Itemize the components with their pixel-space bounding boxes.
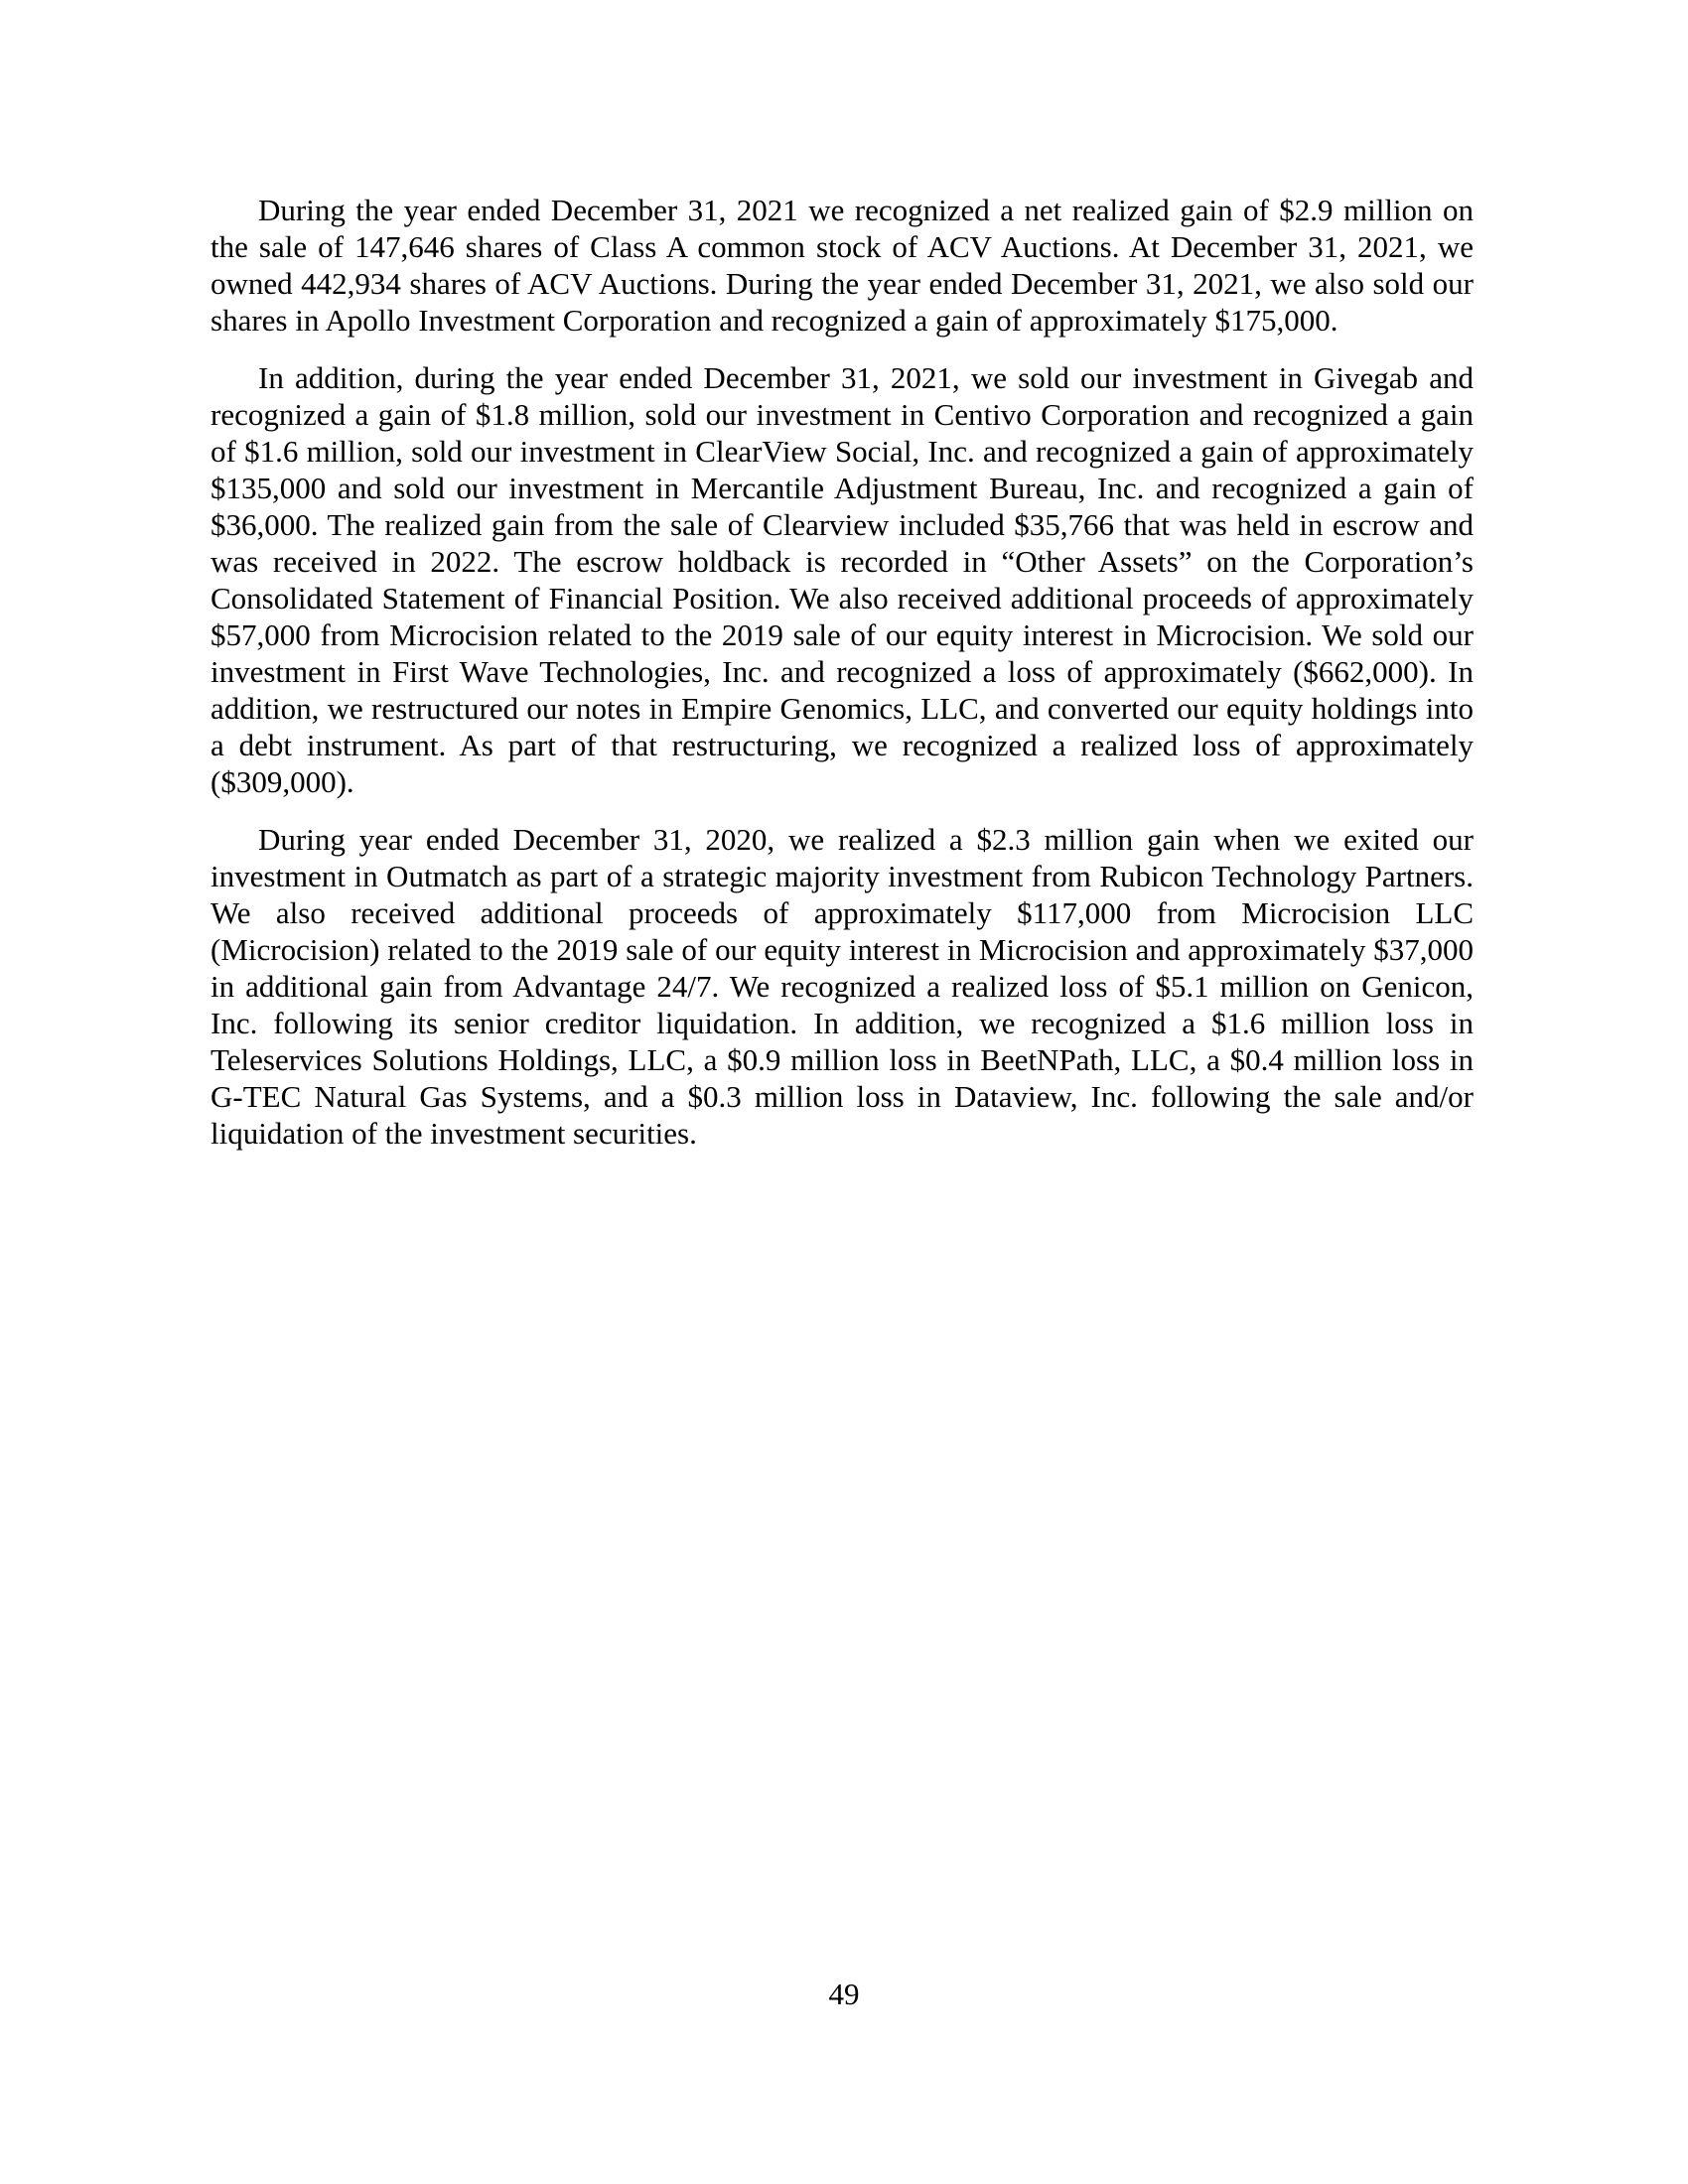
page-number: 49: [828, 1977, 860, 2011]
paragraph-realized-gains-2020: During year ended December 31, 2020, we realized a $2.3 million gain when we exited our investment in Outmatch as part of a strategic majority investment from Rubicon Technology Partners. We also received additional proceeds of approximately $117,000 from Microcision LLC (Microcision) related to the 2019 sale of our equity interest in Microcision and approximately $37,000 in additional gain from Advantage 24/7. We recognized a realized loss of $5.1 million on Genicon, Inc. following its senior creditor liquidation. In addition, we recognized a $1.6 million loss in Teleservices Solutions Holdings, LLC, a $0.9 million loss in BeetNPath, LLC, a $0.4 million loss in G-TEC Natural Gas Systems, and a $0.3 million loss in Dataview, Inc. following the sale and/or liquidation of the investment securities.: [211, 822, 1474, 1151]
paragraph-realized-gains-2021: During the year ended December 31, 2021 we recognized a net realized gain of $2.9 million on the sale of 147,646 shares of Class A common stock of ACV Auctions. At December 31, 2021, we owned 442,934 shares of ACV Auctions. During the year ended December 31, 2021, we also sold our shares in Apollo Investment Corporation and recognized a gain of approximately $175,000.: [211, 193, 1474, 338]
paragraph-additional-2021-transactions: In addition, during the year ended December 31, 2021, we sold our investment in Givegab and recognized a gain of $1.8 million, sold our investment in Centivo Corporation and recognized a gain of $1.6 million, sold our investment in ClearView Social, Inc. and recognized a gain of approximately $135,000 and sold our investment in Mercantile Adjustment Bureau, Inc. and recognized a gain of $36,000. The realized gain from the sale of Clearview included $35,766 that was held in escrow and was received in 2022. The escrow holdback is recorded in “Other Assets” on the Corporation’s Consolidated Statement of Financial Position. We also received additional proceeds of approximately $57,000 from Microcision related to the 2019 sale of our equity interest in Microcision. We sold our investment in First Wave Technologies, Inc. and recognized a loss of approximately ($662,000). In addition, we restructured our notes in Empire Genomics, LLC, and converted our equity holdings into a debt instrument. As part of that restructuring, we recognized a realized loss of approximately ($309,000).: [211, 360, 1474, 799]
body-text-block: [211, 192, 1474, 1152]
